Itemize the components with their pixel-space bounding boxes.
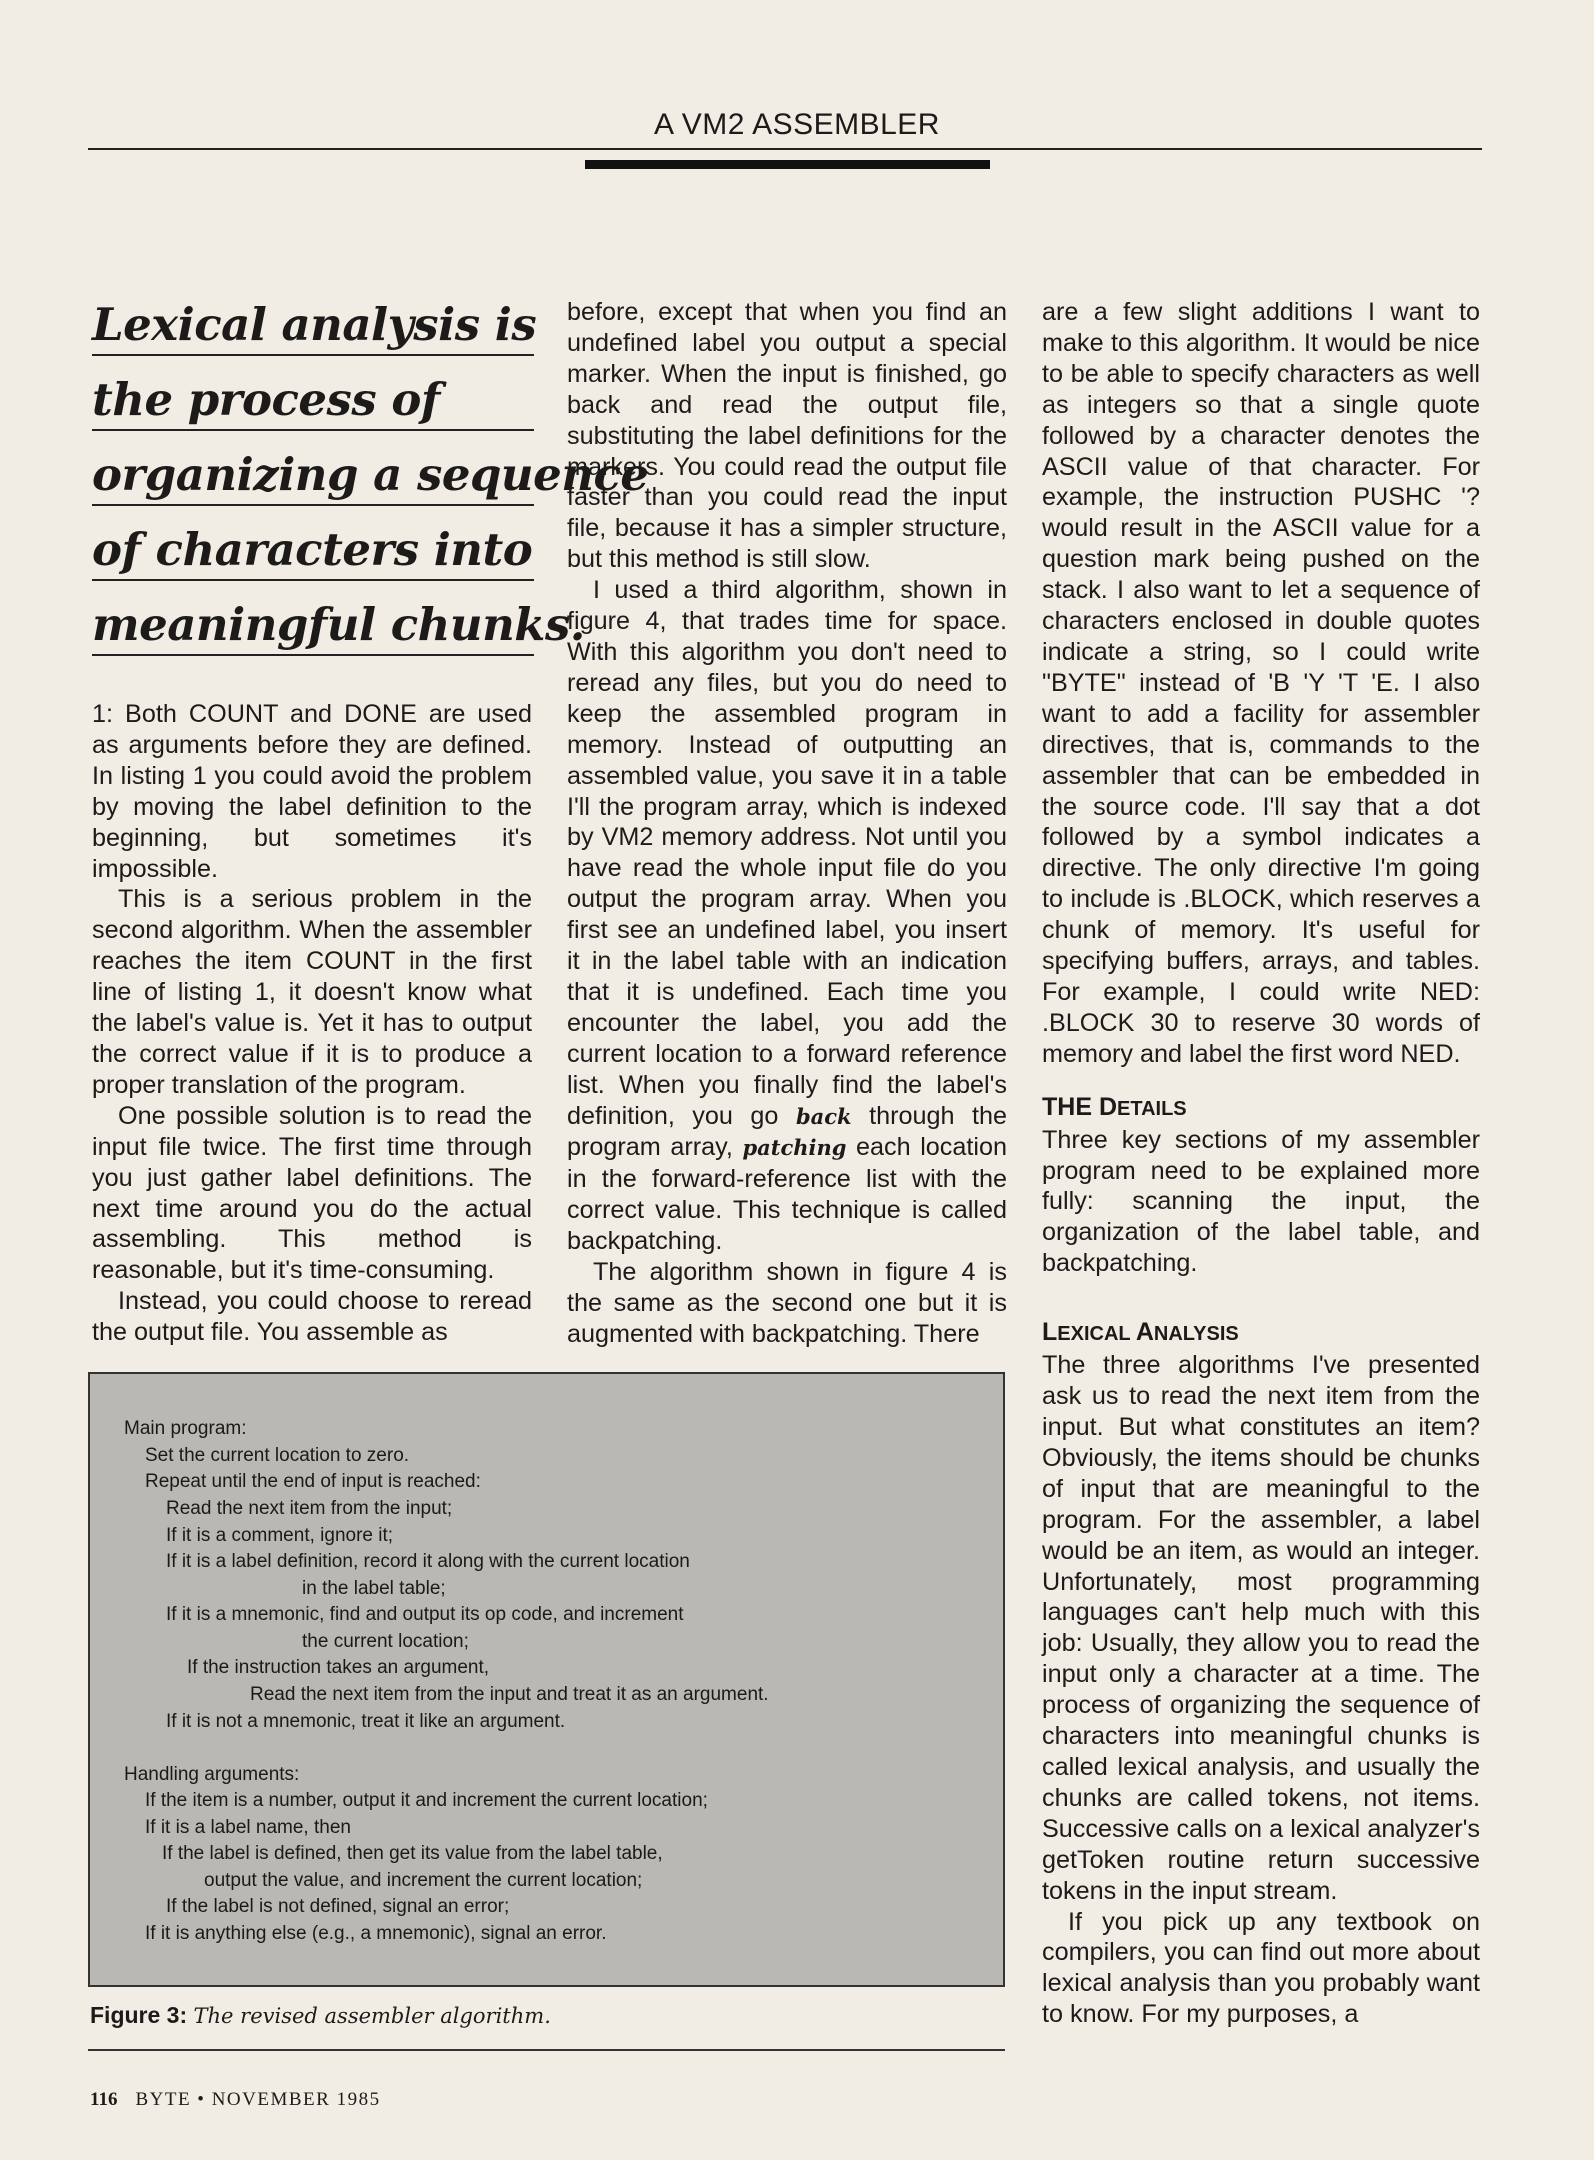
figure-line: If the instruction takes an argument, (187, 1657, 490, 1678)
figure-caption (90, 2002, 551, 2029)
paragraph: One possible solution is to read the input file twice. The first time through you just gather label definitions. The next time around you do the actual assembling. This method is reasonable, but it's time-consuming. (92, 1101, 532, 1285)
figure-line: Repeat until the end of input is reached: (145, 1471, 481, 1492)
paragraph: This is a serious problem in the second algorithm. When the assembler reaches the item COUNT in the first line of listing 1, it doesn't know what the label's value is. Yet it has to output the correct value if it is to produce a proper translation of the program. (92, 885, 532, 1099)
figure-line: If it is a label name, then (145, 1817, 351, 1838)
section-heading-lexical-analysis: LEXICAL ANALYSIS (1042, 1318, 1239, 1347)
caption-label: Figure 3: (90, 2002, 188, 2028)
figure-line: If the label is defined, then get its value from the label table, (162, 1843, 663, 1864)
header-rule (88, 148, 1482, 150)
paragraph: Instead, you could choose to reread the output file. You assemble as (92, 1287, 532, 1347)
figure-line: If the label is not defined, signal an error; (166, 1896, 510, 1917)
pull-quote-line: the process of (92, 371, 534, 431)
figure-line: the current location; (302, 1631, 469, 1652)
figure-line: Read the next item from the input and treat it as an argument. (250, 1684, 769, 1705)
figure-line: Read the next item from the input; (166, 1498, 453, 1519)
figure-line: If it is a mnemonic, find and output its op code, and increment (166, 1604, 684, 1625)
pull-quote (92, 296, 649, 671)
caption-text: The revised assembler algorithm. (193, 2004, 551, 2028)
figure-line: output the value, and increment the current location; (204, 1870, 643, 1891)
paragraph: If you pick up any textbook on compilers, you can find out more about lexical analysis than you probably want to know. For my purposes, a (1042, 1907, 1480, 2029)
text-column-2 (567, 297, 1007, 1350)
emphasis-patching: patching (742, 1135, 847, 1161)
figure-line: If the item is a number, output it and increment the current location; (145, 1790, 708, 1811)
figure-line: Set the current location to zero. (145, 1445, 410, 1466)
caption-rule (88, 2049, 1005, 2051)
paragraph: Three key sections of my assembler program need to be explained more fully: scanning the input, the organization of the label table, and backpatching. (1042, 1125, 1480, 1278)
text-run: each location in the forward-reference list with the correct value. This technique is called backpatching. (567, 1133, 1008, 1256)
paragraph: The three algorithms I've presented ask us to read the next item from the input. But what constitutes an item? Obviously, the items should be chunks of input that are meaningful to the program. For the assembler, a label would be an item, as would an integer. Unfortunately, most programming languages can't help much with this job: Usually, they allow you to read the input only a character at a time. The process of organizing the sequence of characters into meaningful chunks is called lexical analysis, and usually the chunks are called tokens, not items. Successive calls on a lexical analyzer's getToken routine return successive tokens in the input stream. (1042, 1351, 1480, 1905)
figure-line: If it is a label definition, record it along with the current location (166, 1551, 690, 1572)
paragraph (567, 575, 1007, 1257)
page-number: 116 (90, 2089, 118, 2110)
paragraph: are a few slight additions I want to make to this algorithm. It would be nice to be able to specify characters as well as integers so that a single quote followed by a character denotes the ASCII value of that character. For example, the instruction PUSHC '? would result in the ASCII value for a question mark being pushed on the stack. I also want to let a sequence of characters enclosed in double quotes indicate a string, so I could write "BYTE" instead of 'B 'Y 'T 'E. I also want to add a facility for assembler directives, that is, commands to the assembler that can be embedded in the source code. I'll say that a dot followed by a symbol indicates a directive. The only directive I'm going to include is .BLOCK, which reserves a chunk of memory. It's useful for specifying buffers, arrays, and tables. For example, I could write NED: .BLOCK 30 to reserve 30 words of memory and label the first word NED. (1042, 298, 1480, 1068)
figure-line: If it is a comment, ignore it; (166, 1525, 394, 1546)
figure-line: If it is anything else (e.g., a mnemonic), signal an error. (145, 1923, 607, 1944)
figure-line: Main program: (124, 1418, 247, 1439)
paragraph: The algorithm shown in figure 4 is the same as the second one but it is augmented with backpatching. There (567, 1258, 1007, 1348)
paragraph: 1: Both COUNT and DONE are used as arguments before they are defined. In listing 1 you could avoid the problem by moving the label definition to the beginning, but sometimes it's impossible. (92, 700, 532, 883)
header-bar (585, 160, 990, 169)
paragraph: before, except that when you find an undefined label you output a special marker. When the input is finished, go back and read the output file, substituting the label definitions for the markers. You could read the output file faster than you could read the input file, because it has a simpler structure, but this method is still slow. (567, 298, 1007, 574)
running-header: A VM2 ASSEMBLER (654, 108, 940, 141)
figure-line: Handling arguments: (124, 1764, 300, 1785)
text-run: through the program array, (567, 1101, 1008, 1162)
page-footer (90, 2089, 381, 2111)
figure-line: If it is not a mnemonic, treat it like an argument. (166, 1711, 566, 1732)
figure-line: in the label table; (302, 1578, 446, 1599)
pull-quote-line: organizing a sequence (92, 446, 534, 506)
text-run: I used a third algorithm, shown in figure 4, that trades time for space. With this algorithm you don't need to reread any files, but you do need to keep the assembled program in memory. Instead of outputting an assembled value, you save it in a table I'll the program array, which is indexed by VM2 memory address. Not until you have read the whole input file do you output the program array. When you first see an undefined label, you insert it in the label table with an indication that it is undefined. Each time you encounter the label, you add the current location to a forward reference list. When you finally find the label's definition, you go (567, 576, 1007, 1130)
pull-quote-line: Lexical analysis is (92, 296, 534, 356)
section-heading-details: THE DETAILS (1042, 1092, 1187, 1121)
emphasis-back: back (795, 1103, 852, 1129)
text-column-3 (1042, 297, 1480, 2030)
figure-box (88, 1372, 1005, 1987)
pull-quote-line: of characters into (92, 521, 534, 581)
pull-quote-line: meaningful chunks. (92, 596, 534, 656)
text-column-1 (92, 699, 532, 1348)
footer-text: BYTE • NOVEMBER 1985 (135, 2089, 381, 2110)
